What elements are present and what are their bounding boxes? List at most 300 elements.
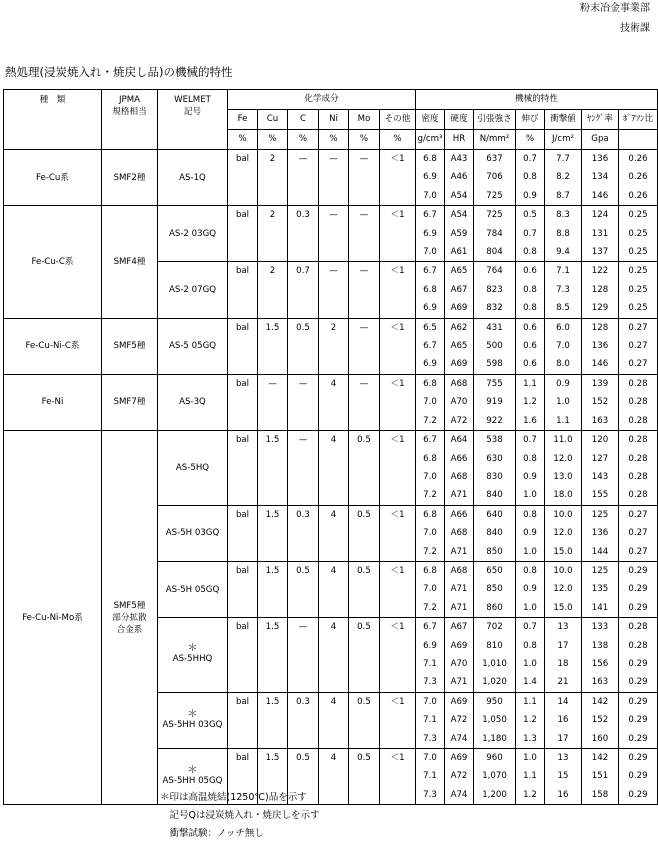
property-value: 0.29 <box>619 711 658 729</box>
welmet-code-text: AS-5 05GQ <box>169 341 216 352</box>
property-value: 18.0 <box>545 486 582 505</box>
property-value: 0.27 <box>619 337 658 355</box>
composition-value: 0.3 <box>288 692 319 748</box>
column-header: 密度 <box>416 110 445 130</box>
column-unit: N/mm² <box>474 130 516 150</box>
property-value: 1,180 <box>474 730 516 749</box>
material-type: Fe-Cu-C系 <box>4 206 102 318</box>
property-value: 13 <box>545 618 582 637</box>
property-value: 0.5 <box>516 206 545 225</box>
property-value: A69 <box>445 355 474 374</box>
composition-value: 4 <box>319 692 349 748</box>
column-unit: % <box>516 130 545 150</box>
welmet-code <box>158 318 228 374</box>
property-value: A71 <box>445 543 474 562</box>
welmet-code <box>158 561 228 617</box>
property-value: 143 <box>582 468 619 486</box>
property-value: 0.25 <box>619 243 658 262</box>
material-type: Fe-Cu-Ni-Mo系 <box>4 431 102 805</box>
property-value: A59 <box>445 225 474 243</box>
property-value: 0.7 <box>516 225 545 243</box>
property-value: 0.28 <box>619 486 658 505</box>
property-value: A65 <box>445 337 474 355</box>
property-value: 151 <box>582 767 619 785</box>
property-value: 6.7 <box>416 262 445 281</box>
property-value: 810 <box>474 637 516 655</box>
property-value: 1,070 <box>474 767 516 785</box>
property-value: 0.8 <box>516 450 545 468</box>
property-value: 0.28 <box>619 450 658 468</box>
property-value: 6.9 <box>416 355 445 374</box>
property-value: A54 <box>445 206 474 225</box>
property-value: 6.8 <box>416 281 445 299</box>
property-value: 128 <box>582 318 619 337</box>
property-value: 0.8 <box>516 561 545 580</box>
property-value: 0.29 <box>619 730 658 749</box>
property-value: 7.0 <box>416 524 445 542</box>
property-value: A71 <box>445 580 474 598</box>
composition-value: bal <box>228 692 258 748</box>
property-value: 11.0 <box>545 431 582 450</box>
property-value: 0.27 <box>619 524 658 542</box>
property-value: A71 <box>445 486 474 505</box>
property-value: 0.29 <box>619 561 658 580</box>
footnotes <box>160 789 319 843</box>
composition-value: 1.5 <box>258 431 288 506</box>
property-value: 1.4 <box>516 673 545 692</box>
property-value: A71 <box>445 599 474 618</box>
property-value: 8.0 <box>545 355 582 374</box>
property-value: 706 <box>474 168 516 186</box>
property-value: 133 <box>582 618 619 637</box>
property-value: 7.3 <box>416 730 445 749</box>
property-value: A70 <box>445 393 474 411</box>
property-value: 16 <box>545 711 582 729</box>
property-value: A46 <box>445 168 474 186</box>
department-label: 粉末冶金事業部 <box>580 3 650 14</box>
composition-value: 1.5 <box>258 505 288 561</box>
property-value: 9.4 <box>545 243 582 262</box>
property-value: 135 <box>582 580 619 598</box>
property-value: 137 <box>582 243 619 262</box>
property-value: 13 <box>545 749 582 768</box>
property-value: 1.1 <box>545 412 582 431</box>
property-value: 136 <box>582 150 619 169</box>
welmet-code-text: AS-1Q <box>179 172 206 183</box>
property-value: 163 <box>582 412 619 431</box>
property-value: 6.7 <box>416 206 445 225</box>
property-value: 6.0 <box>545 318 582 337</box>
welmet-code-text: AS-3Q <box>179 397 206 408</box>
column-unit: % <box>288 130 319 150</box>
composition-value: 0.5 <box>349 692 380 748</box>
property-value: 1.0 <box>516 749 545 768</box>
property-value: 7.1 <box>416 711 445 729</box>
property-value: 0.25 <box>619 299 658 318</box>
footnote-impact-test: 衝撃試験：ノッチ無し <box>160 828 264 839</box>
composition-value: — <box>288 374 319 430</box>
property-value: 127 <box>582 450 619 468</box>
composition-value: bal <box>228 749 258 805</box>
property-value: 0.27 <box>619 505 658 524</box>
welmet-code-text: AS-5H 05GQ <box>165 584 220 595</box>
property-value: 0.25 <box>619 206 658 225</box>
property-value: 755 <box>474 374 516 393</box>
property-value: 1,200 <box>474 786 516 805</box>
property-value: 0.27 <box>619 355 658 374</box>
column-unit: % <box>319 130 349 150</box>
property-value: 702 <box>474 618 516 637</box>
header-type: 種 類 <box>4 90 102 150</box>
property-value: 6.9 <box>416 225 445 243</box>
property-value: 1.6 <box>516 412 545 431</box>
property-value: 0.26 <box>619 150 658 169</box>
property-value: 120 <box>582 431 619 450</box>
composition-value: 1.5 <box>258 749 288 805</box>
composition-value: — <box>319 262 349 318</box>
property-value: 1.0 <box>545 393 582 411</box>
property-value: 7.2 <box>416 486 445 505</box>
property-value: A74 <box>445 786 474 805</box>
property-value: A66 <box>445 450 474 468</box>
column-unit: Gpa <box>582 130 619 150</box>
welmet-code-text: AS-5HQ <box>175 462 210 473</box>
high-temp-star: ＊ <box>187 765 198 777</box>
property-value: 139 <box>582 374 619 393</box>
property-value: 142 <box>582 749 619 768</box>
property-value: 160 <box>582 730 619 749</box>
property-value: 7.3 <box>545 281 582 299</box>
property-value: 1.2 <box>516 393 545 411</box>
composition-value: 1.5 <box>258 561 288 617</box>
property-value: 0.8 <box>516 281 545 299</box>
property-value: 0.25 <box>619 281 658 299</box>
property-value: 1.3 <box>516 730 545 749</box>
table-row <box>4 206 658 225</box>
welmet-code <box>158 206 228 262</box>
property-value: 7.0 <box>545 337 582 355</box>
property-value: A69 <box>445 637 474 655</box>
property-value: 17 <box>545 730 582 749</box>
composition-value: ＜1 <box>380 262 416 318</box>
jpma-grade: SMF2種 <box>102 150 158 206</box>
composition-value: ＜1 <box>380 431 416 506</box>
welmet-code <box>158 692 228 748</box>
high-temp-star: ＊ <box>187 643 198 655</box>
property-value: 7.2 <box>416 599 445 618</box>
property-value: 630 <box>474 450 516 468</box>
property-value: 6.5 <box>416 318 445 337</box>
property-value: A69 <box>445 749 474 768</box>
property-value: 860 <box>474 599 516 618</box>
jpma-grade: SMF7種 <box>102 374 158 430</box>
property-value: 0.7 <box>516 618 545 637</box>
property-value: 8.8 <box>545 225 582 243</box>
property-value: 0.27 <box>619 543 658 562</box>
composition-value: — <box>319 206 349 262</box>
property-value: 155 <box>582 486 619 505</box>
property-value: 0.28 <box>619 637 658 655</box>
property-value: 725 <box>474 206 516 225</box>
property-value: A71 <box>445 673 474 692</box>
composition-value: — <box>319 150 349 206</box>
property-value: 0.29 <box>619 580 658 598</box>
property-value: 0.29 <box>619 655 658 673</box>
property-value: 1.1 <box>516 767 545 785</box>
welmet-code-text: AS-5HH 03GQ <box>162 719 223 730</box>
welmet-code <box>158 505 228 561</box>
footnote-high-temp: ＊印は高温焼結(1250℃)品を示す <box>160 792 307 803</box>
property-value: 136 <box>582 524 619 542</box>
property-value: 8.5 <box>545 299 582 318</box>
table-row <box>4 318 658 337</box>
property-value: 7.3 <box>416 673 445 692</box>
property-value: 0.7 <box>516 431 545 450</box>
property-value: 650 <box>474 561 516 580</box>
property-value: 7.0 <box>416 580 445 598</box>
property-value: 7.0 <box>416 393 445 411</box>
property-value: 0.9 <box>516 524 545 542</box>
property-value: A67 <box>445 618 474 637</box>
welmet-code-text: AS-5HH 05GQ <box>162 776 223 787</box>
composition-value: 1.5 <box>258 618 288 693</box>
property-value: 152 <box>582 711 619 729</box>
composition-value: ＜1 <box>380 150 416 206</box>
welmet-code-text: AS-2 03GQ <box>169 228 216 239</box>
composition-value: bal <box>228 374 258 430</box>
property-value: A61 <box>445 243 474 262</box>
welmet-code-text: AS-2 07GQ <box>169 285 216 296</box>
property-value: 7.1 <box>416 767 445 785</box>
property-value: A68 <box>445 468 474 486</box>
property-value: 156 <box>582 655 619 673</box>
property-value: 0.28 <box>619 431 658 450</box>
property-value: 7.1 <box>416 655 445 673</box>
property-value: 6.7 <box>416 431 445 450</box>
composition-value: ＜1 <box>380 618 416 693</box>
composition-value: 4 <box>319 431 349 506</box>
composition-value: 0.5 <box>288 749 319 805</box>
property-value: 0.28 <box>619 618 658 637</box>
property-value: 850 <box>474 580 516 598</box>
composition-value: 0.5 <box>349 618 380 693</box>
property-value: 152 <box>582 393 619 411</box>
composition-value: 2 <box>258 150 288 206</box>
page-title: 熱処理(浸炭焼入れ・焼戻し品)の機械的特性 <box>5 65 233 79</box>
property-value: 922 <box>474 412 516 431</box>
property-value: 10.0 <box>545 505 582 524</box>
property-value: 1,050 <box>474 711 516 729</box>
welmet-code <box>158 262 228 318</box>
property-value: 12.0 <box>545 580 582 598</box>
property-value: 823 <box>474 281 516 299</box>
property-value: 158 <box>582 786 619 805</box>
composition-value: 0.5 <box>349 561 380 617</box>
header-chemical-composition: 化学成分 <box>228 90 416 110</box>
property-value: 129 <box>582 299 619 318</box>
composition-value: bal <box>228 206 258 262</box>
property-value: A65 <box>445 262 474 281</box>
composition-value: 4 <box>319 618 349 693</box>
property-value: 950 <box>474 692 516 711</box>
property-value: 7.1 <box>545 262 582 281</box>
property-value: 7.0 <box>416 749 445 768</box>
property-value: 138 <box>582 637 619 655</box>
property-value: 804 <box>474 243 516 262</box>
property-value: 6.9 <box>416 299 445 318</box>
section-label: 技術課 <box>620 23 650 34</box>
property-value: 124 <box>582 206 619 225</box>
composition-value: ＜1 <box>380 692 416 748</box>
property-value: 1.0 <box>516 486 545 505</box>
composition-value: 0.5 <box>288 318 319 374</box>
table-row <box>4 374 658 393</box>
composition-value: — <box>349 206 380 262</box>
column-unit: HR <box>445 130 474 150</box>
property-value: 0.6 <box>516 355 545 374</box>
property-value: 12.0 <box>545 450 582 468</box>
composition-value: bal <box>228 262 258 318</box>
welmet-code <box>158 150 228 206</box>
property-value: 16 <box>545 786 582 805</box>
property-value: 0.27 <box>619 318 658 337</box>
property-value: A54 <box>445 187 474 206</box>
property-value: 125 <box>582 561 619 580</box>
property-value: 6.8 <box>416 150 445 169</box>
property-value: 7.7 <box>545 150 582 169</box>
composition-value: — <box>288 431 319 506</box>
property-value: 136 <box>582 337 619 355</box>
material-type: Fe-Cu-Ni-C系 <box>4 318 102 374</box>
column-unit: % <box>258 130 288 150</box>
property-value: 1.0 <box>516 543 545 562</box>
property-value: 0.29 <box>619 692 658 711</box>
composition-value: 0.5 <box>349 431 380 506</box>
property-value: 500 <box>474 337 516 355</box>
property-value: 0.7 <box>516 150 545 169</box>
property-value: 6.8 <box>416 561 445 580</box>
property-value: 0.6 <box>516 318 545 337</box>
property-value: 131 <box>582 225 619 243</box>
composition-value: 4 <box>319 561 349 617</box>
property-value: 163 <box>582 673 619 692</box>
column-header: ﾔﾝｸﾞ率 <box>582 110 619 130</box>
property-value: 15 <box>545 767 582 785</box>
composition-value: — <box>349 262 380 318</box>
property-value: 0.29 <box>619 767 658 785</box>
welmet-code-text: AS-5HHQ <box>172 654 213 665</box>
property-value: 14 <box>545 692 582 711</box>
property-value: 0.9 <box>545 374 582 393</box>
property-value: 141 <box>582 599 619 618</box>
composition-value: ＜1 <box>380 374 416 430</box>
property-value: 7.3 <box>416 786 445 805</box>
property-value: 15.0 <box>545 543 582 562</box>
property-value: 128 <box>582 281 619 299</box>
property-value: 6.8 <box>416 374 445 393</box>
composition-value: 4 <box>319 749 349 805</box>
property-value: 125 <box>582 505 619 524</box>
composition-value: 0.3 <box>288 206 319 262</box>
property-value: 144 <box>582 543 619 562</box>
composition-value: 0.5 <box>349 505 380 561</box>
property-value: 0.9 <box>516 187 545 206</box>
property-value: 12.0 <box>545 524 582 542</box>
composition-value: 0.5 <box>349 749 380 805</box>
property-value: 840 <box>474 486 516 505</box>
property-value: 0.26 <box>619 168 658 186</box>
property-value: 15.0 <box>545 599 582 618</box>
property-value: 431 <box>474 318 516 337</box>
composition-value: ＜1 <box>380 561 416 617</box>
property-value: A72 <box>445 767 474 785</box>
property-value: 7.2 <box>416 543 445 562</box>
high-temp-star: ＊ <box>187 708 198 720</box>
composition-value: ＜1 <box>380 749 416 805</box>
property-value: 7.0 <box>416 692 445 711</box>
property-value: A43 <box>445 150 474 169</box>
composition-value: 2 <box>258 262 288 318</box>
property-value: 0.6 <box>516 337 545 355</box>
property-value: 6.8 <box>416 450 445 468</box>
property-value: 832 <box>474 299 516 318</box>
property-value: 850 <box>474 543 516 562</box>
welmet-code-text: AS-5H 03GQ <box>165 528 220 539</box>
property-value: 134 <box>582 168 619 186</box>
composition-value: bal <box>228 318 258 374</box>
property-value: A74 <box>445 730 474 749</box>
property-value: 0.8 <box>516 637 545 655</box>
column-header: Cu <box>258 110 288 130</box>
composition-value: bal <box>228 150 258 206</box>
property-value: 1.0 <box>516 655 545 673</box>
column-header: Fe <box>228 110 258 130</box>
property-value: 0.26 <box>619 187 658 206</box>
column-header: 衝撃値 <box>545 110 582 130</box>
composition-value: 0.7 <box>288 262 319 318</box>
property-value: 840 <box>474 524 516 542</box>
property-value: 598 <box>474 355 516 374</box>
property-value: 1.2 <box>516 786 545 805</box>
property-value: 0.29 <box>619 599 658 618</box>
property-value: 0.9 <box>516 468 545 486</box>
property-value: 919 <box>474 393 516 411</box>
property-value: A68 <box>445 374 474 393</box>
column-header: ﾎﾟｱｿﾝ比 <box>619 110 658 130</box>
column-unit: J/cm² <box>545 130 582 150</box>
column-header: C <box>288 110 319 130</box>
property-value: 0.28 <box>619 374 658 393</box>
property-value: 0.8 <box>516 243 545 262</box>
property-value: 784 <box>474 225 516 243</box>
property-value: A66 <box>445 505 474 524</box>
composition-value: 4 <box>319 374 349 430</box>
property-value: 6.9 <box>416 168 445 186</box>
composition-value: 2 <box>258 206 288 262</box>
property-value: 21 <box>545 673 582 692</box>
property-value: 142 <box>582 692 619 711</box>
property-value: 6.9 <box>416 637 445 655</box>
composition-value: — <box>288 150 319 206</box>
property-value: A69 <box>445 299 474 318</box>
table-row <box>4 150 658 169</box>
welmet-code <box>158 618 228 693</box>
property-value: A68 <box>445 524 474 542</box>
property-value: 0.25 <box>619 225 658 243</box>
property-value: 13.0 <box>545 468 582 486</box>
property-value: 6.8 <box>416 505 445 524</box>
column-header: Ni <box>319 110 349 130</box>
